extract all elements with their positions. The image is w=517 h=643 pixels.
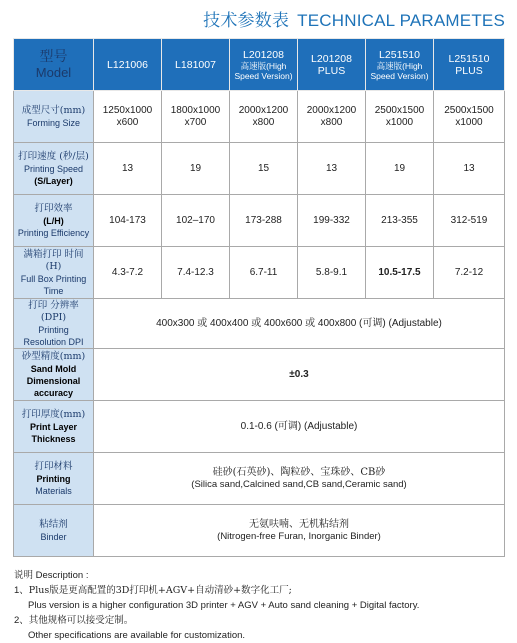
- item-en: Plus version is a higher configuration 3D printer + AGV + Auto sand cleaning + Digital factory.: [28, 600, 420, 611]
- accuracy-value-cell: [94, 349, 505, 401]
- description-heading: [14, 568, 509, 583]
- label-en: Printing Resolution DPI: [23, 324, 84, 347]
- model-sub: 高速版(High Speed Version): [234, 60, 293, 81]
- cell-value: 15: [257, 162, 270, 174]
- cell-value: 4.3-7.2: [111, 266, 144, 278]
- value-cell: [366, 247, 434, 299]
- cell-value: 1800x1000 x700: [170, 104, 221, 128]
- cell-value: 2500x1500 x1000: [444, 104, 494, 128]
- label-en-bold: Print Layer Thickness: [29, 421, 78, 444]
- model-cell: [94, 39, 162, 91]
- model-cell: [366, 39, 434, 91]
- binder-value-cn: 无氨呋喃、无机粘结剂: [249, 518, 349, 530]
- value-cell: [434, 91, 505, 143]
- value-cell: [162, 143, 230, 195]
- label-cn: 砂型精度(mm): [21, 350, 86, 362]
- value-cell: [366, 91, 434, 143]
- forming-size-label: [14, 91, 94, 143]
- model-label-cell: [14, 39, 94, 91]
- full-box-time-row: [14, 247, 505, 299]
- model-name: L121006: [107, 58, 148, 71]
- materials-value-cn: 硅砂(石英砂)、陶粒砂、宝珠砂、CB砂: [212, 466, 386, 478]
- item-en: Other specifications are available for customization.: [28, 630, 246, 641]
- sand-mold-accuracy-label: [14, 349, 94, 401]
- binder-row: [14, 505, 505, 557]
- cell-value: 104-173: [109, 214, 146, 226]
- label-cn: 满箱打印 时间(H): [23, 248, 84, 272]
- full-box-time-label: [14, 247, 94, 299]
- forming-size-row: [14, 91, 505, 143]
- binder-value-en: (Nitrogen-free Furan, Inorganic Binder): [217, 530, 381, 542]
- model-cell: [434, 39, 505, 91]
- printing-speed-label: [14, 143, 94, 195]
- cell-value: 7.4-12.3: [177, 266, 214, 278]
- value-cell: [366, 195, 434, 247]
- model-name: L201208: [243, 48, 284, 61]
- value-cell: [230, 247, 298, 299]
- label-cn: 打印厚度(mm): [21, 408, 86, 420]
- value-cell: [298, 247, 366, 299]
- value-cell: [94, 143, 162, 195]
- description-item: [14, 583, 509, 613]
- resolution-value-cell: [94, 299, 505, 349]
- model-label-cn: 型号: [39, 49, 68, 65]
- label-en-bold: Sand Mold Dimensional accuracy: [26, 363, 81, 398]
- value-cell: [162, 91, 230, 143]
- cell-value: 5.8-9.1: [315, 266, 348, 278]
- label-en: Printing Speed: [23, 163, 84, 174]
- cell-value: 19: [393, 162, 406, 174]
- cell-value: 1250x1000 x600: [102, 104, 153, 128]
- model-cell: [230, 39, 298, 91]
- cell-value: 312-519: [450, 214, 488, 226]
- materials-label: [14, 453, 94, 505]
- page-title: [203, 6, 505, 31]
- sand-mold-accuracy-row: [14, 349, 505, 401]
- printing-efficiency-row: [14, 195, 505, 247]
- model-name: L201208 PLUS: [311, 52, 352, 77]
- cell-value: 102–170: [176, 214, 215, 226]
- layer-thickness-row: [14, 401, 505, 453]
- header-row: [14, 39, 505, 91]
- label-cn: 打印效率: [34, 202, 73, 214]
- value-cell: [230, 195, 298, 247]
- value-cell: [434, 247, 505, 299]
- value-cell: [94, 195, 162, 247]
- label-cn: 打印材料: [34, 460, 73, 472]
- cell-value: 173-288: [245, 214, 282, 226]
- value-cell: [298, 143, 366, 195]
- cell-value: 6.7-11: [249, 266, 278, 278]
- value-cell: [94, 247, 162, 299]
- value-cell: [298, 195, 366, 247]
- model-name: L181007: [175, 58, 216, 71]
- materials-value-cell: [94, 453, 505, 505]
- cell-value: 199-332: [313, 214, 350, 226]
- value-cell: [162, 247, 230, 299]
- cell-value: 7.2-12: [454, 266, 484, 278]
- materials-value-en: (Silica sand,Calcined sand,CB sand,Ceramic sand): [191, 478, 407, 490]
- label-en: Binder: [40, 531, 67, 542]
- item-cn: 其他规格可以接受定制。: [28, 615, 134, 626]
- binder-value-cell: [94, 505, 505, 557]
- model-name: L251510: [379, 48, 420, 61]
- value-cell: [298, 91, 366, 143]
- cell-value: 0.1-0.6 (可调) (Adjustable): [240, 420, 358, 432]
- item-number: 1、: [14, 585, 29, 596]
- item-number: 2、: [14, 615, 29, 626]
- label-en: Forming Size: [26, 117, 80, 128]
- label-en-bold: Printing: [36, 473, 71, 484]
- description-block: [14, 568, 509, 643]
- title-en: TECHNICAL PARAMETES: [297, 11, 505, 30]
- cell-value: 2000x1200 x800: [306, 104, 357, 128]
- cell-value: ±0.3: [289, 368, 309, 380]
- model-cell: [298, 39, 366, 91]
- cell-value: 2000x1200 x800: [238, 104, 289, 128]
- value-cell: [230, 143, 298, 195]
- item-cn: Plus版是更高配置的3D打印机+AGV+自动清砂+数字化工厂;: [28, 585, 292, 596]
- label-en: Full Box Printing Time: [20, 273, 87, 296]
- label-en: Printing Efficiency: [17, 227, 90, 238]
- cell-value: 2500x1500 x1000: [374, 104, 425, 128]
- description-heading-cn: 说明: [14, 570, 34, 581]
- description-item: [14, 613, 509, 643]
- resolution-row: [14, 299, 505, 349]
- label-en: Materials: [35, 485, 72, 496]
- cell-value: 13: [325, 162, 338, 174]
- model-label-en: Model: [35, 65, 72, 80]
- cell-value: 213-355: [381, 214, 418, 226]
- printing-efficiency-label: [14, 195, 94, 247]
- value-cell: [434, 143, 505, 195]
- label-en-bold: (L/H): [43, 215, 64, 226]
- label-cn: 打印速度 (秒/层): [18, 150, 89, 162]
- value-cell: [366, 143, 434, 195]
- title-cn: 技术参数表: [203, 11, 290, 31]
- resolution-label: [14, 299, 94, 349]
- thickness-value-cell: [94, 401, 505, 453]
- label-en-bold: (S/Layer): [34, 175, 73, 186]
- description-heading-en: Description :: [35, 570, 89, 581]
- cell-value: 13: [463, 162, 475, 174]
- model-name: L251510 PLUS: [448, 52, 490, 77]
- cell-value: 19: [189, 162, 202, 174]
- value-cell: [230, 91, 298, 143]
- spec-table: [13, 38, 505, 557]
- label-cn: 成型尺寸(mm): [21, 104, 86, 116]
- layer-thickness-label: [14, 401, 94, 453]
- cell-value: 400x300 或 400x400 或 400x600 或 400x800 (可调) (Adjustable): [156, 317, 442, 329]
- value-cell: [162, 195, 230, 247]
- printing-speed-row: [14, 143, 505, 195]
- materials-row: [14, 453, 505, 505]
- cell-value: 10.5-17.5: [378, 266, 421, 278]
- binder-label: [14, 505, 94, 557]
- cell-value: 13: [121, 162, 134, 174]
- value-cell: [94, 91, 162, 143]
- label-cn: 打印 分辨率(DPI): [28, 299, 79, 323]
- value-cell: [434, 195, 505, 247]
- model-cell: [162, 39, 230, 91]
- model-sub: 高速版(High Speed Version): [370, 60, 429, 81]
- label-cn: 粘结剂: [39, 518, 68, 530]
